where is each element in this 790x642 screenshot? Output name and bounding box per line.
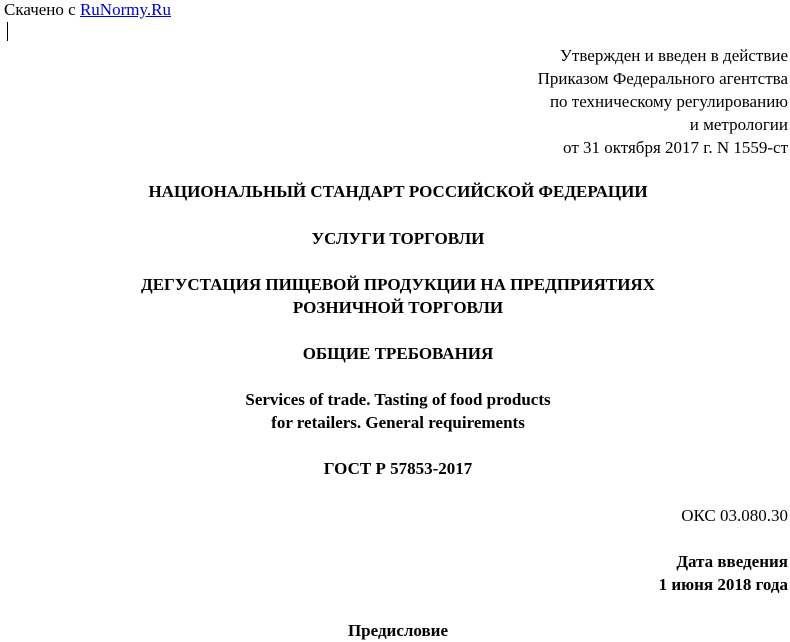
approval-line: Приказом Федерального агентства	[537, 69, 788, 88]
source-prefix: Скачено с	[4, 0, 80, 19]
intro-date-value: 1 июня 2018 года	[658, 575, 788, 594]
gost-number: ГОСТ Р 57853-2017	[323, 459, 473, 478]
title-line-2: РОЗНИЧНОЙ ТОРГОВЛИ	[292, 298, 504, 317]
approval-line: от 31 октября 2017 г. N 1559-ст	[563, 138, 788, 157]
source-line	[4, 0, 171, 21]
section-heading-foreword: Предисловие	[347, 621, 449, 640]
approval-line: и метрологии	[689, 115, 788, 134]
english-title-line-2: for retailers. General requirements	[271, 413, 525, 432]
category-heading: УСЛУГИ ТОРГОВЛИ	[311, 229, 485, 248]
source-link[interactable]: RuNormy.Ru	[79, 0, 171, 19]
approval-block	[538, 44, 788, 159]
approval-line: Утвержден и введен в действие	[559, 46, 788, 65]
english-title-line-1: Services of trade. Tasting of food products	[245, 390, 551, 409]
subtitle-heading: ОБЩИЕ ТРЕБОВАНИЯ	[302, 344, 494, 363]
text-cursor	[7, 22, 8, 41]
intro-date-label: Дата введения	[676, 552, 788, 571]
oks-code: ОКС 03.080.30	[681, 506, 788, 525]
standard-type-heading: НАЦИОНАЛЬНЫЙ СТАНДАРТ РОССИЙСКОЙ ФЕДЕРАЦИИ	[148, 182, 648, 201]
title-line-1: ДЕГУСТАЦИЯ ПИЩЕВОЙ ПРОДУКЦИИ НА ПРЕДПРИЯТИЯХ	[141, 275, 655, 294]
approval-line: по техническому регулированию	[549, 92, 788, 111]
